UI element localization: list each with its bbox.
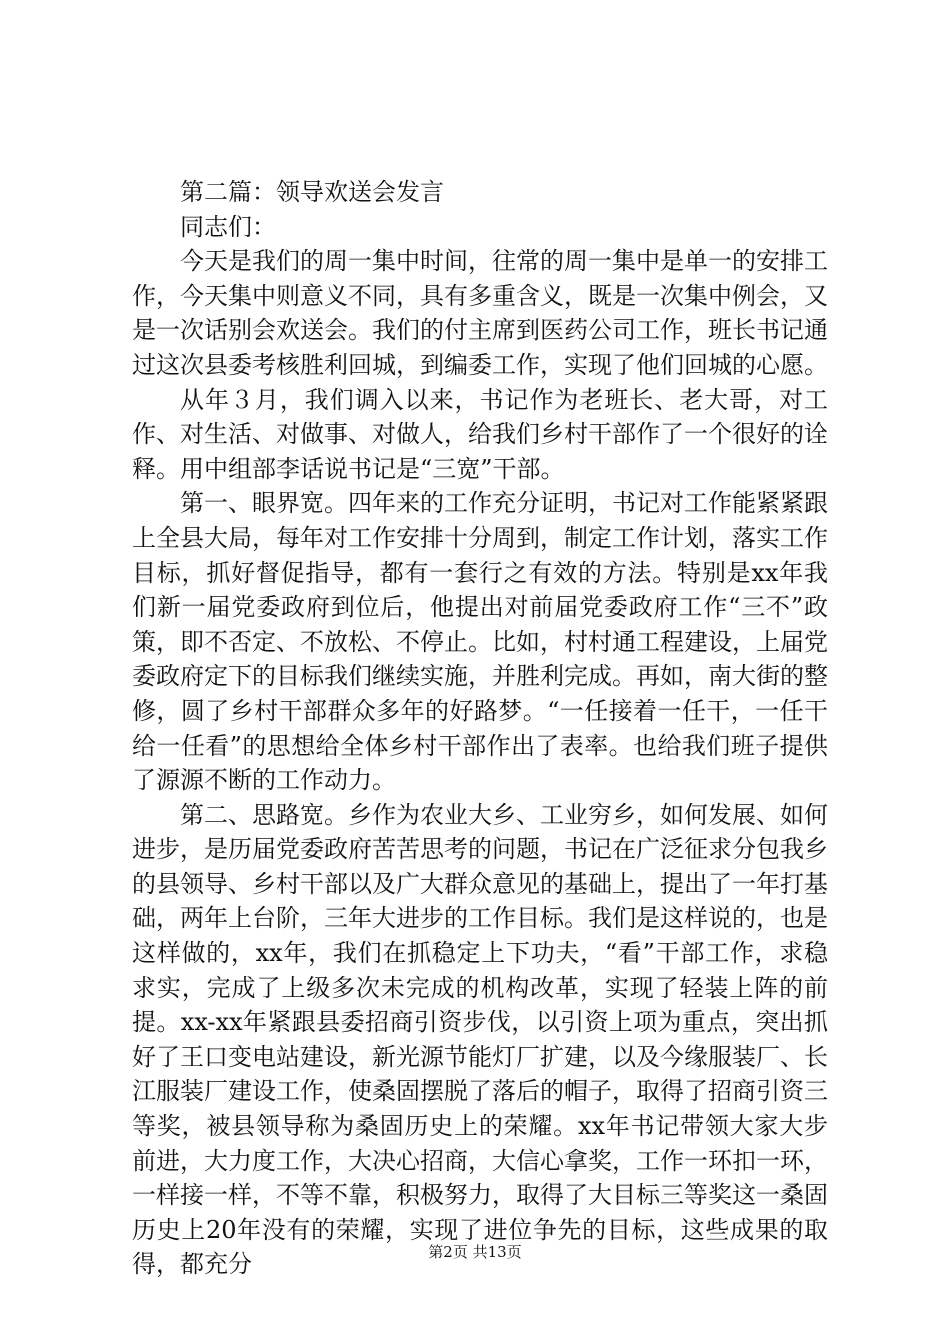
document-body bbox=[132, 175, 828, 1282]
page-footer: 第2页 共13页 bbox=[428, 1243, 522, 1261]
paragraph-thinking: 第二、思路宽。乡作为农业大乡、工业穷乡，如何发展、如何进步，是历届党委政府苦苦思考的问题，书记在广泛征求分包我乡的县领导、乡村干部以及广大群众意见的基础上，提出了一年打基础，两年上台阶，三年大进步的工作目标。我们是这样说的，也是这样做的，xx年，我们在抓稳定上下功夫，“看”干部工作，求稳求实，完成了上级多次未完成的机构改革，实现了轻装上阵的前提。xx-xx年紧跟县委招商引资步伐，以引资上项为重点，突出抓好了王口变电站建设，新光源节能灯厂扩建，以及今缘服装厂、长江服装厂建设工作，使桑固摆脱了落后的帽子，取得了招商引资三等奖，被县领导称为桑固历史上的荣耀。xx年书记带领大家大步前进，大力度工作，大决心招商，大信心拿奖，工作一环扣一环，一样接一样，不等不靠，积极努力，取得了大目标三等奖这一桑固历史上20年没有的荣耀，实现了进位争先的目标，这些成果的取得，都充分 bbox=[132, 800, 828, 1279]
salutation: 同志们： bbox=[180, 212, 276, 241]
paragraph-vision: 第一、眼界宽。四年来的工作充分证明，书记对工作能紧紧跟上全县大局，每年对工作安排十分周到，制定工作计划，落实工作目标，抓好督促指导，都有一套行之有效的方法。特别是xx年我们新一届党委政府到位后，他提出对前届党委政府工作“三不”政策，即不否定、不放松、不停止。比如，村村通工程建设，上届党委政府定下的目标我们继续实施，并胜利完成。再如，南大街的整修，圆了乡村干部群众多年的好路梦。“一任接着一任干，一任干给一任看”的思想给全体乡村干部作出了表率。也给我们班子提供了源源不断的工作动力。 bbox=[132, 489, 828, 795]
paragraph-background: 从年３月，我们调入以来，书记作为老班长、老大哥，对工作、对生活、对做事、对做人，给我们乡村干部作了一个很好的诠释。用中组部李话说书记是“三宽”干部。 bbox=[132, 385, 828, 483]
paragraph-opening: 今天是我们的周一集中时间，往常的周一集中是单一的安排工作，今天集中则意义不同，具有多重含义，既是一次集中例会，又是一次话别会欢送会。我们的付主席到医药公司工作，班长书记通过这次县委考核胜利回城，到编委工作，实现了他们回城的心愿。 bbox=[132, 247, 828, 379]
section-heading: 第二篇：领导欢送会发言 bbox=[180, 178, 444, 206]
